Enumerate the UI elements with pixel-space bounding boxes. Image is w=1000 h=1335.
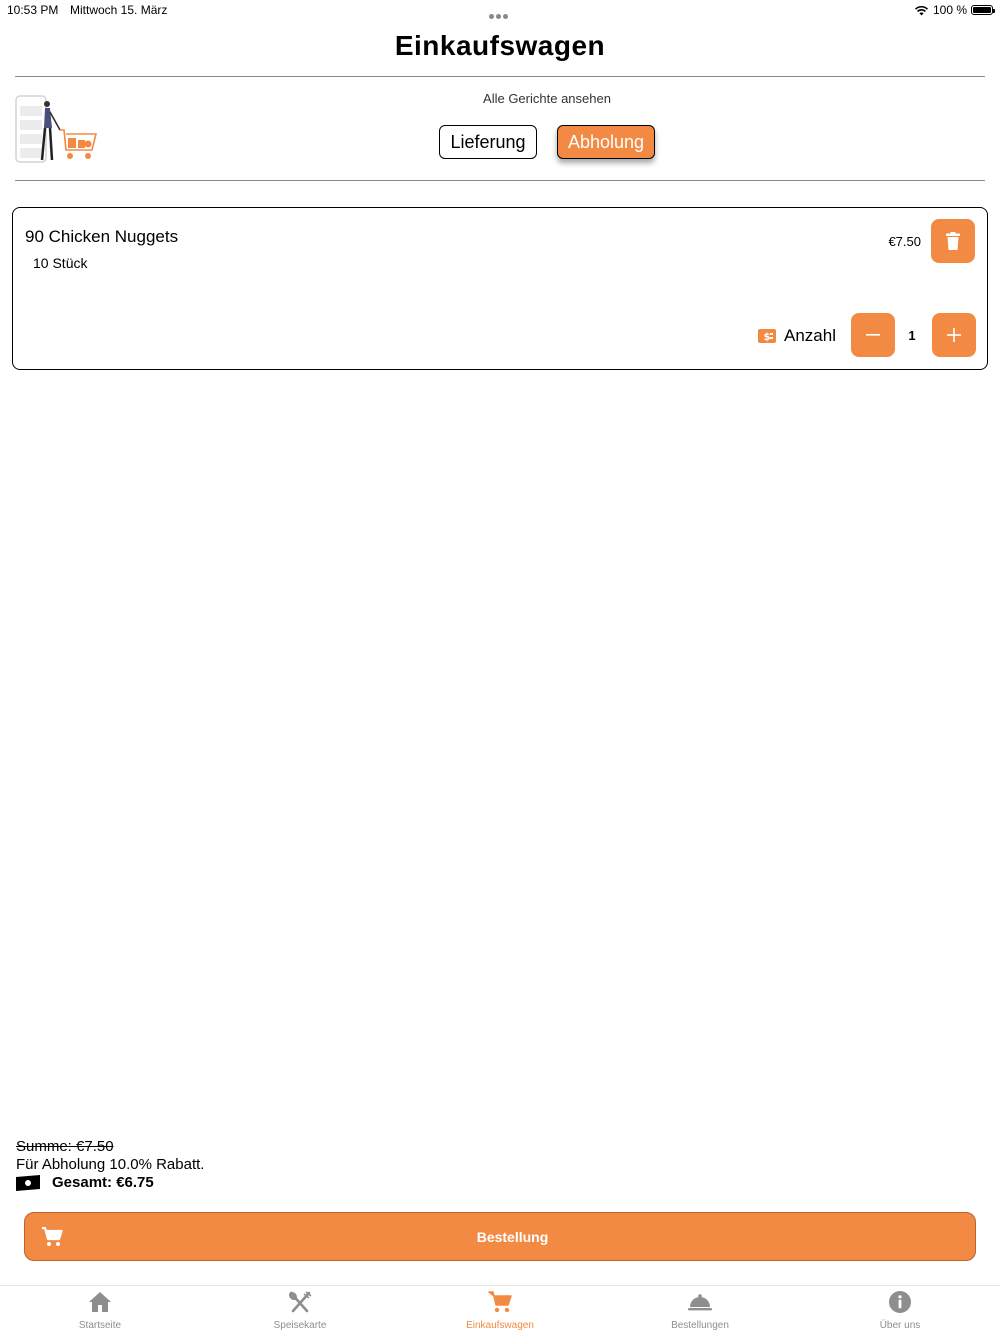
fork-knife-icon [287, 1290, 313, 1314]
decrease-quantity-button[interactable] [851, 313, 895, 357]
tab-about[interactable] [800, 1286, 1000, 1335]
page-title: Einkaufswagen [394, 30, 606, 61]
total-row [16, 1174, 204, 1192]
tab-label-menu: Speisekarte [273, 1320, 327, 1331]
status-time: 10:53 PM [7, 3, 59, 17]
shopping-cart-illustration [14, 94, 98, 166]
item-name: 90 Chicken Nuggets [25, 227, 179, 246]
cart-icon [487, 1290, 513, 1314]
options-divider [15, 180, 985, 181]
plus-icon [947, 328, 961, 342]
home-icon [87, 1290, 113, 1314]
wifi-icon [914, 5, 929, 16]
banknote-icon [16, 1175, 40, 1191]
cloche-icon [687, 1290, 713, 1314]
battery-percent: 100 % [932, 3, 967, 17]
delete-item-button[interactable] [931, 219, 975, 263]
tab-label-about: Über uns [879, 1320, 921, 1331]
tab-label-cart: Einkaufswagen [466, 1320, 534, 1331]
view-all-dishes-link[interactable]: Alle Gerichte ansehen [483, 91, 611, 106]
pickup-toggle-button[interactable]: Abholung [557, 125, 655, 159]
discount-text: Für Abholung 10.0% Rabatt. [16, 1156, 205, 1173]
subtotal-text: Summe: €7.50 [16, 1138, 114, 1155]
price-tag-icon [758, 329, 776, 343]
multitasking-dots-icon[interactable] [489, 8, 511, 14]
tab-orders[interactable] [600, 1286, 800, 1335]
quantity-value: 1 [908, 328, 916, 343]
quantity-label: Anzahl [784, 326, 836, 345]
tab-label-orders: Bestellungen [671, 1320, 729, 1331]
order-summary [16, 1138, 204, 1192]
minus-icon [866, 334, 880, 336]
tab-bar [0, 1285, 1000, 1335]
tab-cart[interactable] [400, 1286, 600, 1335]
tab-menu[interactable] [200, 1286, 400, 1335]
trash-icon [946, 232, 960, 250]
info-icon [887, 1290, 913, 1314]
delivery-toggle-button[interactable]: Lieferung [439, 125, 537, 159]
status-bar [0, 0, 1000, 20]
total-text: Gesamt: €6.75 [52, 1174, 154, 1191]
cart-item-card [12, 207, 988, 370]
item-price: €7.50 [888, 234, 921, 249]
order-button-label: Bestellung [476, 1229, 549, 1245]
header-divider [15, 76, 985, 77]
status-date: Mittwoch 15. März [70, 3, 168, 17]
status-right [914, 3, 993, 17]
increase-quantity-button[interactable] [932, 313, 976, 357]
svg-text:$: $ [763, 332, 771, 343]
tab-home[interactable] [0, 1286, 200, 1335]
place-order-button[interactable] [24, 1212, 976, 1261]
item-portion: 10 Stück [33, 255, 88, 271]
battery-icon [971, 5, 993, 15]
tab-label-home: Startseite [78, 1320, 122, 1331]
